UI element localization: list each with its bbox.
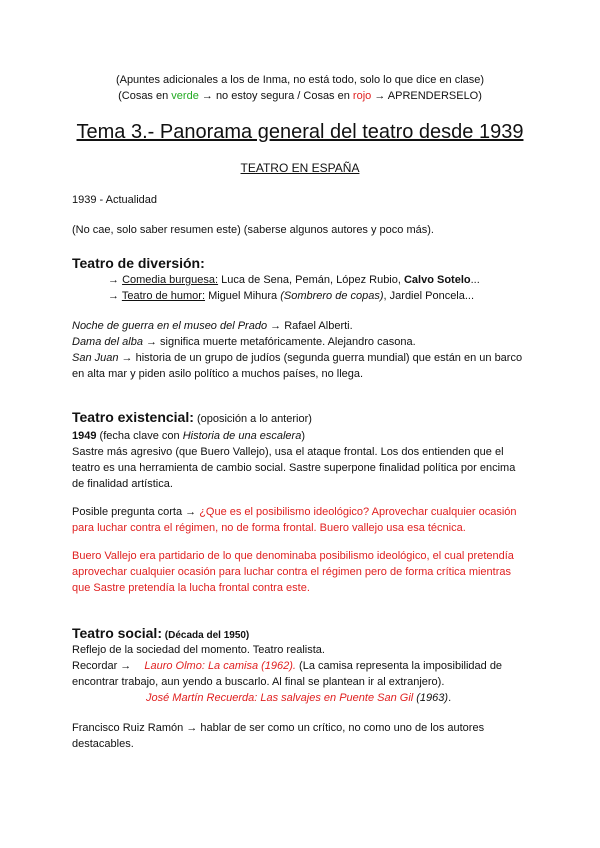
paragraph-line: encontrar trabajo, aun yendo a buscarlo. Al final se plantean ir al extranjero). (72, 676, 445, 688)
answer-line: aprovechar cualquier ocasión para luchar contra el régimen pero de forma crítica mientras (72, 566, 511, 578)
paragraph-line: Recordar → Lauro Olmo: La camisa (1962). (La camisa representa la imposibilidad de (72, 660, 503, 672)
work-line: Noche de guerra en el museo del Prado → Rafael Alberti. (72, 320, 353, 332)
heading-social: Teatro social: (Década del 1950) (72, 625, 250, 641)
paragraph-line: destacables. (72, 738, 134, 750)
section-subtitle: TEATRO EN ESPAÑA (240, 161, 360, 175)
color-legend: (Cosas en verde → no estoy segura / Cosas en rojo → APRENDERSELO) (118, 90, 482, 102)
work-line: Dama del alba → significa muerte metafóricamente. Alejandro casona. (72, 336, 416, 348)
intro-note: (No cae, solo saber resumen este) (saberse algunos autores y poco más). (72, 224, 434, 236)
red-legend: rojo (352, 90, 372, 102)
list-item: → Comedia burguesa: Luca de Sena, Pemán, López Rubio, Calvo Sotelo... (108, 274, 480, 286)
work-line: en alta mar y piden asilo político a muchos países, no llega. (72, 368, 364, 380)
answer-line: Buero Vallejo era partidario de lo que denominaba posibilismo ideológico, el cual pretendía (72, 550, 514, 562)
answer-line: que Sastre pretendía la lucha frontal contra este. (72, 582, 310, 594)
paragraph-line: de finalidad artística. (72, 478, 173, 490)
header-note: (Apuntes adicionales a los de Inma, no está todo, solo lo que dice en clase) (115, 74, 485, 86)
year-line: 1949 (fecha clave con Historia de una escalera) (72, 430, 305, 442)
green-legend: verde (171, 90, 199, 102)
paragraph-line: Sastre más agresivo (que Buero Vallejo), usa el ataque frontal. Los dos entienden que el (72, 446, 504, 458)
page-title: Tema 3.- Panorama general del teatro desde 1939 (76, 121, 524, 143)
paragraph-line: teatro es una herramienta de cambio social. Sastre superpone finalidad política por encima (72, 462, 516, 474)
work-line: San Juan → historia de un grupo de judíos (segunda guerra mundial) que están en un barco (72, 352, 523, 364)
question-line: para luchar contra el régimen, no de forma frontal. Buero vallejo usa esa técnica. (72, 522, 466, 534)
list-item: → Teatro de humor: Miguel Mihura (Sombrero de copas), Jardiel Poncela... (108, 290, 475, 302)
paragraph-line: José Martín Recuerda: Las salvajes en Puente San Gil (1963). (146, 692, 452, 704)
heading-diversion: Teatro de diversión: (72, 255, 205, 271)
period-text: 1939 - Actualidad (72, 194, 158, 206)
paragraph-line: Francisco Ruiz Ramón → hablar de ser como un crítico, no como uno de los autores (72, 722, 485, 734)
paragraph-line: Reflejo de la sociedad del momento. Teatro realista. (72, 644, 325, 656)
question-line: Posible pregunta corta → ¿Que es el posibilismo ideológico? Aprovechar cualquier ocasión (72, 506, 517, 518)
heading-existencial: Teatro existencial: (oposición a lo anterior) (72, 409, 312, 425)
